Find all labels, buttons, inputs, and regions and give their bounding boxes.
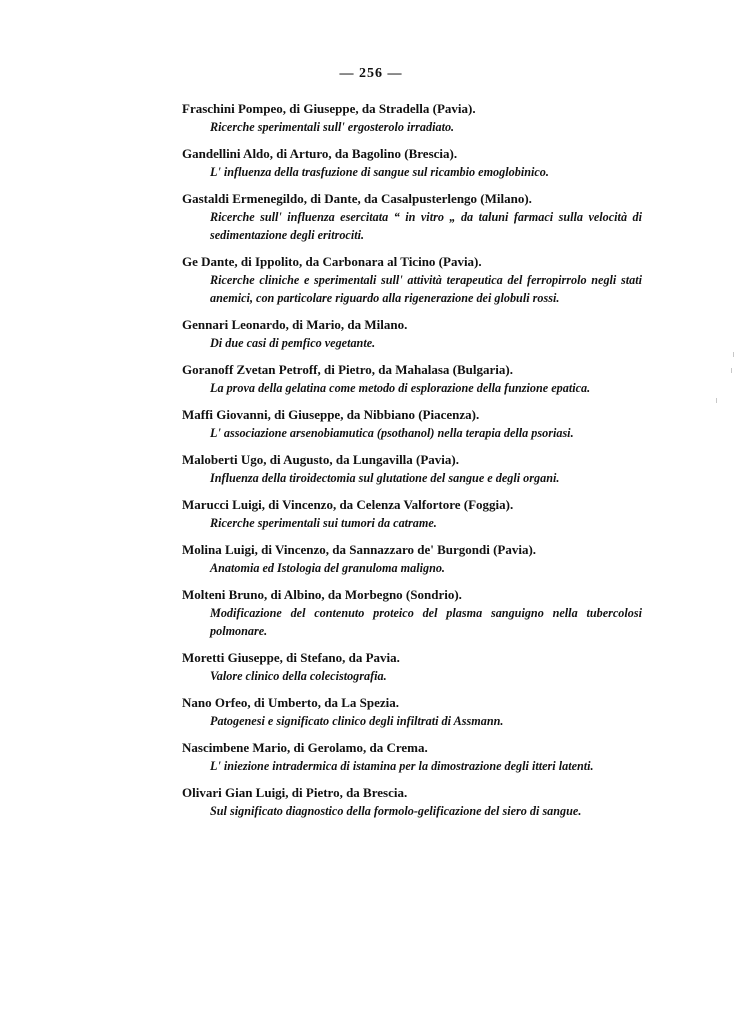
thesis-title: Sul significato diagnostico della formolo-gelificazione del siero di sangue. [210, 804, 582, 818]
list-item [182, 145, 642, 181]
author-line: Ge Dante, di Ippolito, da Carbonara al Ticino (Pavia). [182, 254, 482, 269]
author-line: Molteni Bruno, di Albino, da Morbegno (Sondrio). [182, 587, 462, 602]
list-item [182, 739, 642, 775]
author-line: Nano Orfeo, di Umberto, da La Spezia. [182, 695, 400, 710]
thesis-title: Ricerche sperimentali sui tumori da catrame. [210, 516, 437, 530]
author-line: Goranoff Zvetan Petroff, di Pietro, da Mahalasa (Bulgaria). [182, 362, 513, 377]
list-item [182, 406, 642, 442]
scan-speck [716, 398, 717, 403]
thesis-title: L' associazione arsenobiamutica (psothanol) nella terapia della psoriasi. [210, 426, 574, 440]
author-line: Maloberti Ugo, di Augusto, da Lungavilla (Pavia). [182, 452, 459, 467]
thesis-title: Di due casi di pemfico vegetante. [210, 336, 376, 350]
author-line: Gastaldi Ermenegildo, di Dante, da Casalpusterlengo (Milano). [182, 191, 532, 206]
thesis-title: Influenza della tiroidectomia sul glutatione del sangue e degli organi. [210, 471, 560, 485]
thesis-title: L' iniezione intradermica di istamina per la dimostrazione degli itteri latenti. [210, 759, 594, 773]
list-item [182, 190, 642, 244]
thesis-title: Modificazione del contenuto proteico del plasma sanguigno nella tubercolosi polmonare. [210, 606, 642, 638]
thesis-title: La prova della gelatina come metodo di esplorazione della funzione epatica. [210, 381, 591, 395]
thesis-title: Anatomia ed Istologia del granuloma maligno. [210, 561, 445, 575]
thesis-title: L' influenza della trasfuzione di sangue sul ricambio emoglobinico. [210, 165, 549, 179]
thesis-title: Ricerche sull' influenza esercitata “ in vitro „ da taluni farmaci sulla velocità di sedimentazione degli eritrociti. [210, 210, 642, 242]
list-item [182, 694, 642, 730]
scan-speck [731, 368, 732, 373]
list-item [182, 451, 642, 487]
author-line: Gandellini Aldo, di Arturo, da Bagolino (Brescia). [182, 146, 458, 161]
thesis-title: Ricerche cliniche e sperimentali sull' attività terapeutica del ferropirrolo negli stati anemici, con particolare riguardo alla rigenerazione dei globuli rossi. [210, 273, 642, 305]
list-item [182, 784, 642, 820]
list-item [182, 361, 642, 397]
list-item [182, 586, 642, 640]
author-line: Marucci Luigi, di Vincenzo, da Celenza Valfortore (Foggia). [182, 497, 514, 512]
list-item [182, 253, 642, 307]
author-line: Maffi Giovanni, di Giuseppe, da Nibbiano (Piacenza). [182, 407, 480, 422]
thesis-title: Patogenesi e significato clinico degli infiltrati di Assmann. [210, 714, 504, 728]
list-item [182, 649, 642, 685]
author-line: Nascimbene Mario, di Gerolamo, da Crema. [182, 740, 428, 755]
thesis-title: Ricerche sperimentali sull' ergosterolo irradiato. [210, 120, 455, 134]
thesis-list [182, 100, 642, 829]
author-line: Olivari Gian Luigi, di Pietro, da Brescia. [182, 785, 408, 800]
scan-speck [733, 352, 734, 357]
page-number: — 256 — [339, 66, 403, 81]
list-item [182, 100, 642, 136]
list-item [182, 316, 642, 352]
list-item [182, 541, 642, 577]
author-line: Fraschini Pompeo, di Giuseppe, da Stradella (Pavia). [182, 101, 476, 116]
author-line: Moretti Giuseppe, di Stefano, da Pavia. [182, 650, 400, 665]
author-line: Molina Luigi, di Vincenzo, da Sannazzaro de' Burgondi (Pavia). [182, 542, 537, 557]
list-item [182, 496, 642, 532]
thesis-title: Valore clinico della colecistografia. [210, 669, 387, 683]
author-line: Gennari Leonardo, di Mario, da Milano. [182, 317, 408, 332]
